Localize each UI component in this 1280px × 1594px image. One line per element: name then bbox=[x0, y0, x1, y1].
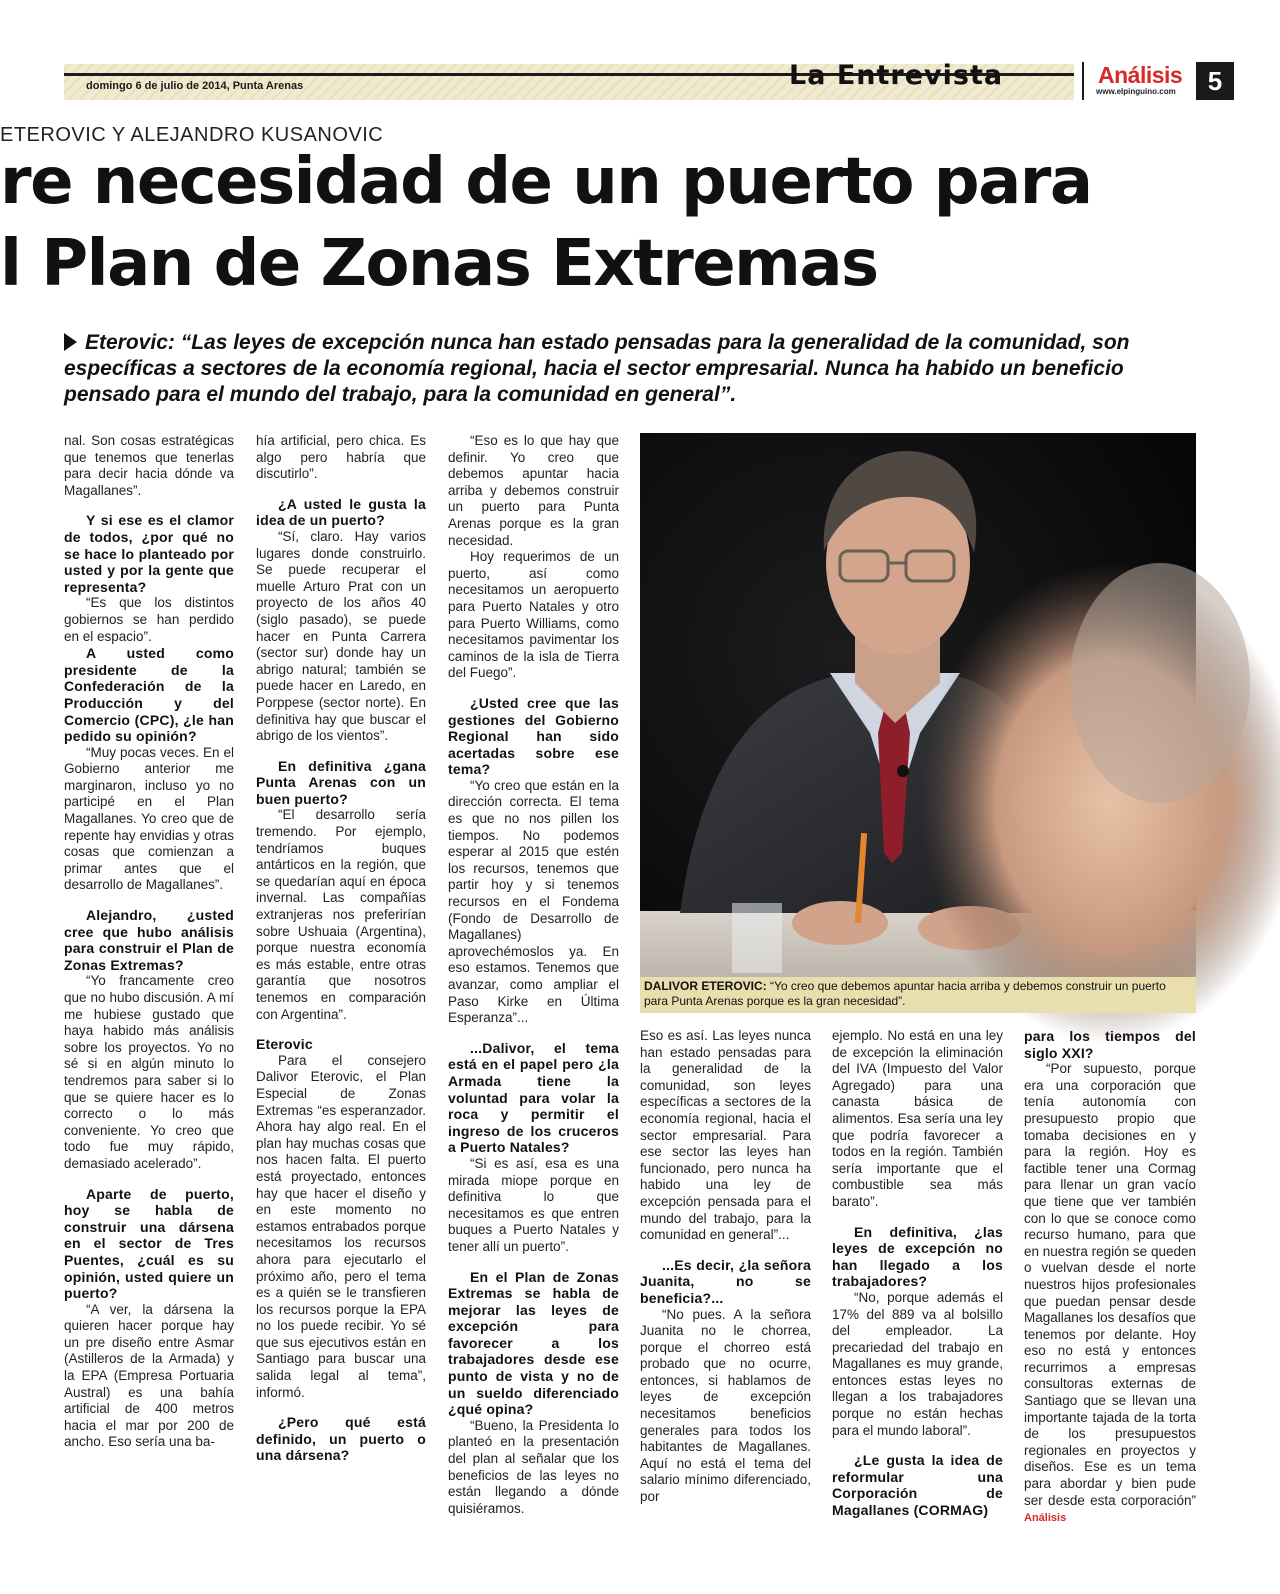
interview-answer bbox=[1024, 1061, 1196, 1526]
interview-answer: “El desarrollo sería tremendo. Por ejemplo, tendríamos buques antárticos en la región, que se quedarían aquí en época invernal. Las compañías extranjeras nos preferirían sobre Ushuaia (Argentina), porque nuestra economía es más estable, entre otras garantía que nosotros tenemos en comparación con Argentina”. bbox=[256, 807, 426, 1022]
play-arrow-icon bbox=[64, 333, 77, 351]
interview-question: Y si ese es el clamor de todos, ¿por qué no se hace lo planteado por usted y por la gente que representa? bbox=[64, 512, 234, 595]
interview-answer: “Muy pocas veces. En el Gobierno anterior me marginaron, incluso yo no participé en el Plan Magallanes. Yo creo que de repente hay envidias y otras cosas que comienzan a primar antes que el desarrollo de Magallanes”. bbox=[64, 744, 234, 893]
article-deck bbox=[64, 330, 1184, 408]
interview-answer: Hoy requerimos de un puerto, así como necesitamos un aeropuerto para Puerto Natales y otro para Puerto Williams, como necesitamos pavimentar los caminos de la isla de Tierra del Fuego”. bbox=[448, 549, 619, 681]
interview-question: Alejandro, ¿usted cree que hubo análisis para construir el Plan de Zonas Extremas? bbox=[64, 907, 234, 973]
deck-text: Eterovic: “Las leyes de excepción nunca han estado pensadas para la generalidad de la comunidad, son específicas a sectores de la economía regional, hacia el sector empresarial. Nunca ha habido un beneficio pensado para el mundo del trabajo, para la comunidad en general”. bbox=[64, 331, 1130, 406]
text-column-1 bbox=[64, 433, 234, 1513]
photo-caption bbox=[640, 977, 1196, 1013]
date-band bbox=[64, 60, 1074, 100]
text-column-3 bbox=[448, 433, 619, 1516]
interview-question: ¿A usted le gusta la idea de un puerto? bbox=[256, 495, 426, 529]
interview-question: A usted como presidente de la Confederación de la Producción y del Comercio (CPC), ¿le han pedido su opinión? bbox=[64, 645, 234, 745]
interview-question: En el Plan de Zonas Extremas se habla de mejorar las leyes de excepción para favorecer a los trabajadores desde ese punto de vista y no de un sueldo diferenciado ¿qué opina? bbox=[448, 1268, 619, 1418]
brand-logo: Análisis bbox=[1098, 62, 1183, 88]
brand-url: www.elpinguino.com bbox=[1096, 87, 1176, 96]
paragraph: Para el consejero Dalivor Eterovic, el Plan Especial de Zonas Extremas “es esperanzador. Ahora hay algo real. En el plan hay muchas cosas que nos hacen falta. El puerto está proyectado, entonces hay que hacer el diseño y en este momento no estamos entrabados porque necesitamos los recursos ahora para ejecutarlo el próximo año, pero el tema es a quién se le transfieren los recursos porque la EPA no los puede recibir. Yo sé que sus ejecutivos están en Santiago para buscar una salida legal al tema”, informó. bbox=[256, 1052, 426, 1400]
text-column-5 bbox=[832, 1028, 1003, 1519]
interview-question: En definitiva, ¿las leyes de excepción no han llegado a los trabajadores? bbox=[832, 1223, 1003, 1290]
page-header bbox=[64, 60, 1234, 100]
interview-question: ¿Usted cree que las gestiones del Gobierno Regional han sido acertadas sobre ese tema? bbox=[448, 694, 619, 778]
interview-question: Aparte de puerto, hoy se habla de construir una dársena en el sector de Tres Puentes, ¿cuál es su opinión, usted quiere un puerto? bbox=[64, 1185, 234, 1302]
headline-line-1: re necesidad de un puerto para bbox=[0, 145, 1092, 219]
issue-date: domingo 6 de julio de 2014, Punta Arenas bbox=[86, 80, 304, 92]
answer-text: “Por supuesto, porque era una corporación que tenía autonomía con presupuesto propio que tomaba decisiones en y para la región. Hoy es factible tener una Cormag para llenar un gran vacío que tiene que ver también con lo que se conoce como recurso humano, para que en nuestra región se queden o vuelvan desde el norte nuestros hijos profesionales que puedan pensar desde Magallanes los desafíos que tenemos por delante. Hoy eso no está y entonces recurrimos a empresas consultoras externas de Santiago que se llevan una importante tajada de la torta de los presupuestos regionales en proyectos y diseños. Ese es un tema para abordar y bien pude ser desde esta corporación” bbox=[1024, 1061, 1196, 1508]
portrait-illustration bbox=[640, 433, 1196, 977]
headline-line-2: l Plan de Zonas Extremas bbox=[0, 227, 878, 301]
interview-photo bbox=[640, 433, 1196, 977]
interview-answer: “Si es así, esa es una mirada miope porque en definitiva lo que necesitamos es que entren buques a Puerto Natales y tener allí un puerto”. bbox=[448, 1155, 619, 1254]
caption-name: DALIVOR ETEROVIC: bbox=[644, 979, 767, 993]
interview-question: En definitiva ¿gana Punta Arenas con un buen puerto? bbox=[256, 757, 426, 807]
interview-answer: “No, porque además el 17% del 889 va al bolsillo del empleador. La precariedad del trabajo en Magallanes es muy grande, entonces estas leyes no llegan a los trabajadores porque no están hechas para el mundo laboral”. bbox=[832, 1289, 1003, 1438]
text-column-6 bbox=[1024, 1028, 1196, 1525]
brand-logo-box bbox=[1082, 62, 1194, 100]
page-number: 5 bbox=[1196, 62, 1234, 100]
section-title: La Entrevista bbox=[789, 60, 1004, 91]
article-byline: ETEROVIC Y ALEJANDRO KUSANOVIC bbox=[0, 124, 384, 146]
interview-answer: “Yo francamente creo que no hubo discusión. A mí me hubiese gustado que haya habido más análisis sobre los proyectos. Yo no sé si en algún minuto lo tendremos para saber si lo que se quiere hacer es lo correcto o lo más conveniente. Yo creo que todo fue muy rápido, demasiado acelerado”. bbox=[64, 973, 234, 1171]
interview-answer: “Yo creo que están en la dirección correcta. El tema es que no nos pillen los tiempos. No podemos esperar al 2015 que estén los recursos, tenemos que partir hoy y si tenemos recursos en el Fondema (Fondo de Desarrollo de Magallanes) aprovechémoslos ya. En eso estamos. Tenemos que avanzar, como ampliar el Paso Kirke en Última Esperanza”... bbox=[448, 777, 619, 1026]
interview-answer: “A ver, la dársena la quieren hacer porque hay un pre diseño entre Asmar (Astilleros de la Armada) y la EPA (Empresa Portuaria Austral) es una bahía artificial de 400 metros hacia el mar por 200 de ancho. Eso sería una ba- bbox=[64, 1301, 234, 1450]
interview-answer: “Sí, claro. Hay varios lugares donde construirlo. Se puede recuperar el muelle Arturo Prat con un proyecto de los años 40 (siglo pasado), se puede hacer en Punta Carrera (sector sur) donde hay un abrigo natural; también se puede hacer en Laredo, en Porppese (sector norte). En definitiva hay que buscar el abrigo de los vientos”. bbox=[256, 528, 426, 744]
interview-question: para los tiempos del siglo XXI? bbox=[1024, 1028, 1196, 1061]
subheading-eterovic: Eterovic bbox=[256, 1036, 313, 1053]
paragraph: nal. Son cosas estratégicas que tenemos que tenerlas para decir hacia dónde va Magallanes”. bbox=[64, 433, 234, 498]
paragraph: hía artificial, pero chica. Es algo pero habría que discutirlo”. bbox=[256, 433, 426, 482]
interview-answer: “No pues. A la señora Juanita no le chorrea, porque el chorreo está probado que no ocurre, entonces, si hablamos de leyes de excepción necesitamos beneficios generales para todos los habitantes de Magallanes. Aquí no está el tema del salario mínimo diferenciado, por bbox=[640, 1306, 811, 1505]
paragraph: Eso es así. Las leyes nunca han estado pensadas para la generalidad de la comunidad, son leyes específicas a sectores de la economía regional, hacia el sector empresarial. Para ese sector las leyes han funcionado, pero nunca ha habido una ley de excepción pensada para el mundo del trabajo, para la comunidad en general”... bbox=[640, 1028, 811, 1243]
interview-question: ¿Le gusta la idea de reformular una Corporación de Magallanes (CORMAG) bbox=[832, 1452, 1003, 1519]
interview-question: ...Dalivor, el tema está en el papel pero ¿la Armada tiene la voluntad para volar la roca y permitir el ingreso de los cruceros a Puerto Natales? bbox=[448, 1039, 619, 1156]
caption-text: “Yo creo que debemos apuntar hacia arriba y debemos construir un puerto para Punta Arenas porque es la gran necesidad”. bbox=[644, 979, 1166, 1008]
text-column-2 bbox=[256, 433, 426, 1513]
interview-answer: “Bueno, la Presidenta lo planteó en la presentación del plan al señalar que los beneficios de las leyes no están llegando a dónde quisiéramos. bbox=[448, 1417, 619, 1516]
interview-answer: “Es que los distintos gobiernos se han perdido en el espacio”. bbox=[64, 595, 234, 644]
interview-answer: “Eso es lo que hay que definir. Yo creo que debemos apuntar hacia arriba y debemos construir un puerto para Punta Arenas porque es la gran necesidad. bbox=[448, 433, 619, 548]
end-mark-logo: Análisis bbox=[1024, 1512, 1067, 1525]
interview-question: ...Es decir, ¿la señora Juanita, no se beneficia?... bbox=[640, 1256, 811, 1306]
paragraph: ejemplo. No está en una ley de excepción la eliminación del IVA (Impuesto del Valor Agregado) para una canasta básica de alimentos. Esa sería una ley que podría favorecer a todos en la región. También sería importante que el combustible sea más barato”. bbox=[832, 1028, 1003, 1209]
text-column-4 bbox=[640, 1028, 811, 1513]
interview-question: ¿Pero qué está definido, un puerto o una dársena? bbox=[256, 1414, 426, 1464]
